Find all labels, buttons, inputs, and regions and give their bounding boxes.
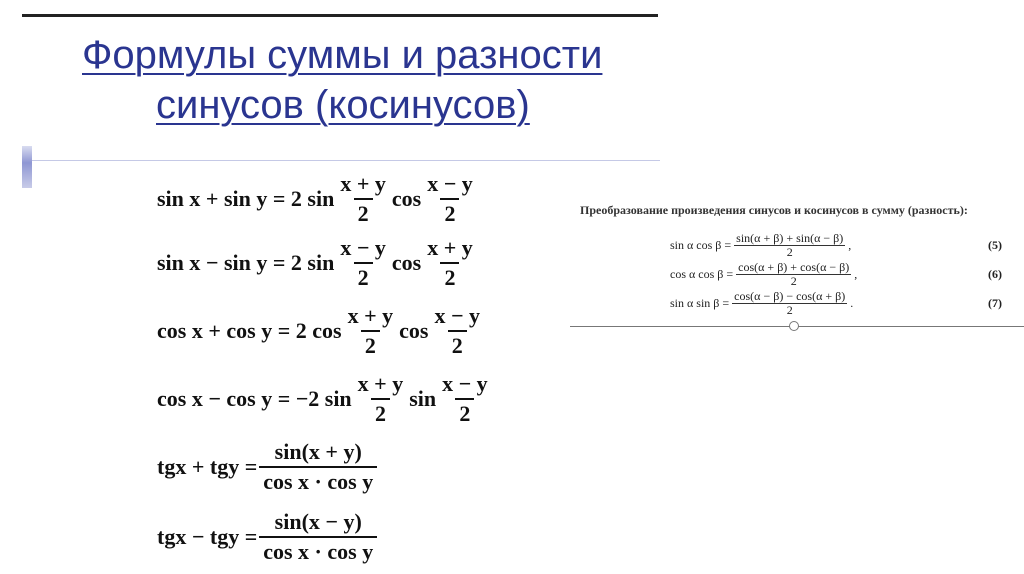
- formula-fraction: [423, 234, 477, 292]
- formula-number: (7): [988, 296, 1002, 310]
- panel-handle-dot: [789, 321, 799, 331]
- formula-fraction: [336, 234, 390, 292]
- formula-fraction: [423, 170, 477, 228]
- formula-mid: sin: [409, 386, 437, 411]
- fraction-numerator: sin(x + y): [274, 439, 362, 464]
- panel-formula-tail: ,: [848, 237, 852, 252]
- formula-fraction: [438, 370, 492, 428]
- formula-number: (5): [988, 238, 1002, 252]
- fraction-numerator: x − y: [442, 371, 488, 396]
- formula-fraction: [430, 302, 484, 360]
- fraction-numerator: x + y: [340, 171, 386, 196]
- fraction-numerator: x + y: [427, 235, 473, 260]
- panel-fraction-denominator: 2: [734, 245, 845, 259]
- formula-lhs: sin x − sin y = 2 sin: [157, 250, 335, 275]
- fraction-numerator: x + y: [347, 303, 394, 328]
- panel-fraction: [736, 261, 851, 288]
- fraction-numerator: x − y: [434, 303, 480, 328]
- slide-title-line1: Формулы суммы и разности: [82, 33, 603, 77]
- formula-row: [157, 166, 479, 232]
- panel-formula-lhs: cos α cos β =: [670, 266, 734, 281]
- formula-lhs: sin x + sin y = 2 sin: [157, 186, 335, 211]
- panel-formula-tail: .: [850, 295, 854, 310]
- panel-formula: [670, 260, 857, 288]
- formula-lhs: cos x + cos y = 2 cos: [157, 318, 342, 343]
- panel-fraction: [732, 290, 847, 317]
- panel-fraction-denominator: 2: [736, 274, 851, 288]
- formula-number: (6): [988, 267, 1002, 281]
- fraction-denominator: 2: [448, 330, 467, 360]
- formula-lhs: cos x − cos y = −2 sin: [157, 386, 352, 411]
- panel-fraction-numerator: cos(α + β) + cos(α − β): [738, 259, 850, 274]
- panel-fraction-numerator: sin(α + β) + sin(α − β): [736, 230, 844, 245]
- fraction-denominator: cos x · cos y: [259, 466, 377, 496]
- formula-fraction: [354, 370, 408, 428]
- fraction-numerator: x − y: [427, 171, 473, 196]
- panel-fraction: [734, 232, 845, 259]
- panel-formula-lhs: sin α sin β =: [670, 295, 730, 310]
- formula-row: [157, 434, 379, 500]
- panel-formula-tail: ,: [854, 266, 858, 281]
- top-rule: [22, 14, 658, 17]
- formula-mid: cos: [391, 186, 422, 211]
- formula-fraction: [344, 302, 398, 360]
- slide-title-line2: синусов (косинусов): [156, 83, 530, 127]
- formula-row: [157, 230, 479, 296]
- panel-fraction-denominator: 2: [732, 303, 847, 317]
- fraction-numerator: x + y: [357, 371, 404, 396]
- panel-heading: Преобразование произведения синусов и косинусов в сумму (разность):: [580, 203, 968, 217]
- panel-fraction-numerator: cos(α − β) − cos(α + β): [734, 288, 846, 303]
- fraction-denominator: 2: [440, 198, 459, 228]
- formula-row: [157, 298, 486, 364]
- formula-fraction: [259, 438, 377, 496]
- fraction-numerator: x − y: [340, 235, 386, 260]
- formula-row: [157, 366, 494, 432]
- formula-lhs: tgx + tgy =: [157, 454, 258, 479]
- formula-fraction: [336, 170, 390, 228]
- fraction-denominator: 2: [371, 398, 390, 428]
- product-to-sum-panel: [570, 193, 1024, 327]
- slide-title: [82, 30, 682, 130]
- panel-formula: [670, 231, 851, 259]
- formula-fraction: [259, 508, 377, 566]
- fraction-numerator: sin(x − y): [274, 509, 362, 534]
- accent-line: [32, 160, 660, 161]
- fraction-denominator: 2: [354, 198, 373, 228]
- fraction-denominator: 2: [440, 262, 459, 292]
- formula-lhs: tgx − tgy =: [157, 524, 258, 549]
- fraction-denominator: 2: [354, 262, 373, 292]
- formula-mid: cos: [399, 318, 429, 343]
- formula-mid: cos: [391, 250, 422, 275]
- panel-formula: [670, 289, 853, 317]
- fraction-denominator: 2: [361, 330, 380, 360]
- fraction-denominator: 2: [455, 398, 474, 428]
- left-accent-bar: [22, 146, 32, 188]
- formula-row: [157, 504, 379, 570]
- fraction-denominator: cos x · cos y: [259, 536, 377, 566]
- panel-formula-lhs: sin α cos β =: [670, 237, 732, 252]
